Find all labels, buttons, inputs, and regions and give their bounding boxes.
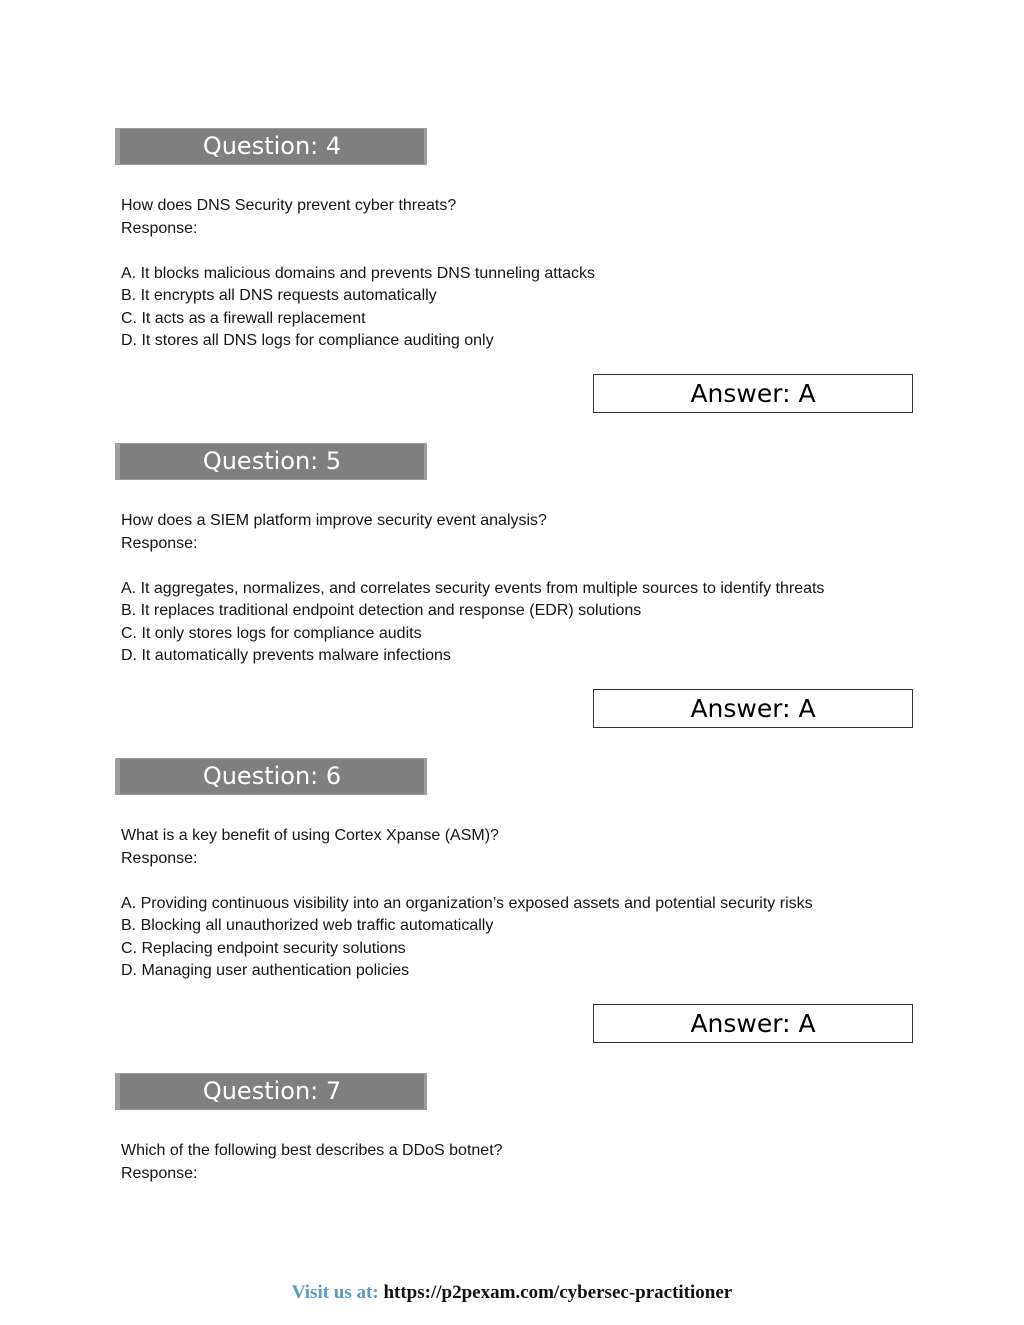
option-d: D. It stores all DNS logs for compliance auditing only	[121, 332, 494, 349]
response-label: Response:	[121, 849, 198, 867]
question-prompt: How does DNS Security prevent cyber threats?	[121, 197, 457, 214]
footer-url-link[interactable]: https://p2pexam.com/cybersec-practitioner	[383, 1282, 733, 1303]
question-body	[121, 510, 921, 668]
page-footer	[0, 1281, 1024, 1305]
response-label: Response:	[121, 534, 198, 552]
footer-visit-label: Visit us at:	[291, 1282, 379, 1303]
spacer	[121, 555, 921, 578]
question-header: Question: 7	[115, 1073, 427, 1110]
question-body	[121, 825, 921, 983]
question-body	[121, 195, 921, 353]
answer-box: Answer: A	[593, 374, 913, 413]
option-b: B. It replaces traditional endpoint detection and response (EDR) solutions	[121, 602, 642, 619]
response-label: Response:	[121, 219, 198, 237]
question-header: Question: 5	[115, 443, 427, 480]
spacer	[121, 870, 921, 893]
option-c: C. Replacing endpoint security solutions	[121, 939, 406, 957]
question-header: Question: 4	[115, 128, 427, 165]
option-d: D. It automatically prevents malware infections	[121, 647, 451, 664]
question-prompt: What is a key benefit of using Cortex Xpanse (ASM)?	[121, 827, 499, 844]
option-c: C. It acts as a firewall replacement	[121, 309, 366, 327]
option-a: A. It blocks malicious domains and prevents DNS tunneling attacks	[121, 264, 596, 282]
response-label: Response:	[121, 1164, 198, 1182]
question-body	[121, 1140, 921, 1185]
question-prompt: Which of the following best describes a DDoS botnet?	[121, 1142, 503, 1159]
answer-box: Answer: A	[593, 689, 913, 728]
option-a: A. It aggregates, normalizes, and correlates security events from multiple sources to identify threats	[121, 579, 825, 597]
option-b: B. It encrypts all DNS requests automatically	[121, 287, 437, 304]
question-prompt: How does a SIEM platform improve security event analysis?	[121, 512, 547, 529]
answer-box: Answer: A	[593, 1004, 913, 1043]
option-a: A. Providing continuous visibility into an organization’s exposed assets and potential security risks	[121, 894, 813, 912]
option-d: D. Managing user authentication policies	[121, 962, 410, 979]
question-header: Question: 6	[115, 758, 427, 795]
option-b: B. Blocking all unauthorized web traffic automatically	[121, 917, 494, 934]
option-c: C. It only stores logs for compliance audits	[121, 624, 422, 642]
spacer	[121, 240, 921, 263]
